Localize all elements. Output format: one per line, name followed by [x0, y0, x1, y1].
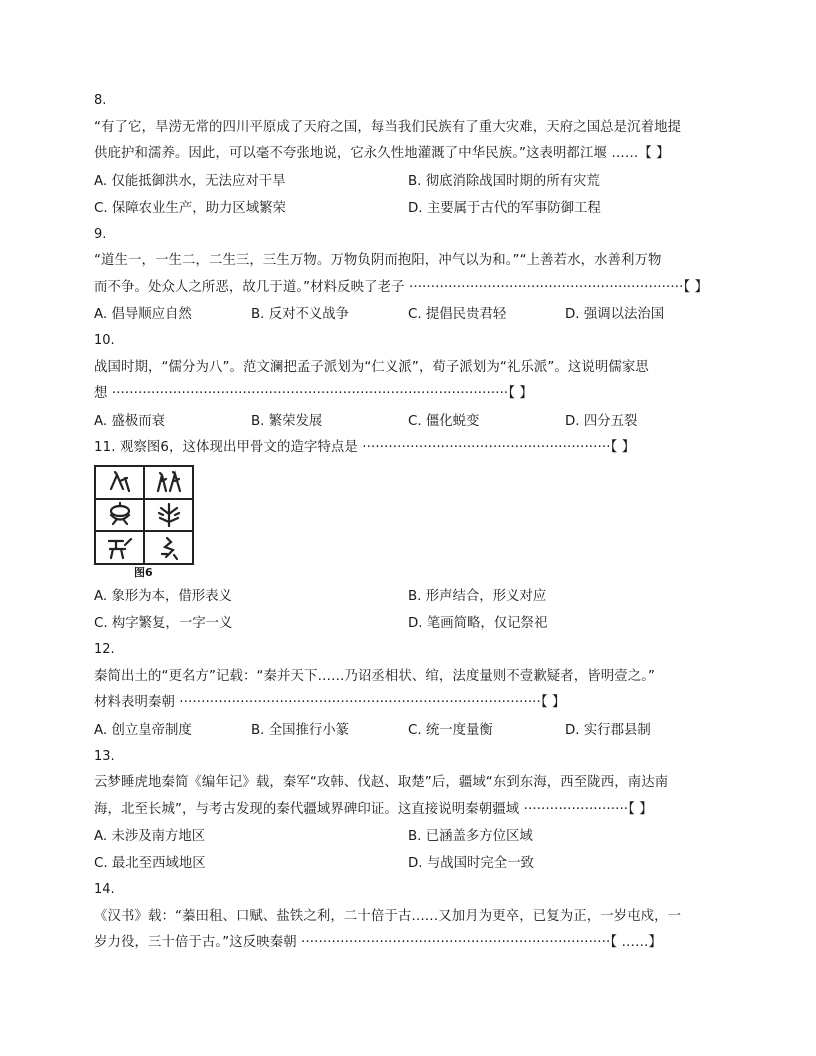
option-d[interactable]: D. 与战国时完全一致 [408, 856, 534, 871]
question-9-options [94, 301, 722, 328]
question-14-stem-line-2: 岁力役，三十倍于古。”这反映秦朝 ·······································································【 ……】 [94, 935, 662, 950]
question-14-stem-line-1: 《汉书》载：“蓁田租、口赋、盐铁之利，二十倍于古……又加月为更卒，已复为正，一岁屯戍，一 [94, 908, 682, 924]
option-b[interactable]: B. 彻底消除战国时期的所有灾荒 [408, 173, 600, 189]
option-a[interactable]: A. 仅能抵御洪水，无法应对干旱 [94, 173, 286, 189]
question-number-14: 14. [94, 882, 115, 897]
option-b[interactable]: B. 全国推行小篆 [251, 722, 350, 738]
question-8-stem-line-2: 供庇护和濡养。因此，可以毫不夸张地说，它永久性地灌溉了中华民族。”这表明都江堰 ……【 】 [94, 146, 670, 161]
option-c[interactable]: C. 构字繁复，一字一义 [94, 616, 233, 631]
question-12-stem-line-2: 材料表明秦朝 ···················································································【 】 [94, 695, 566, 710]
question-number-13: 13. [94, 748, 115, 764]
question-12-options [94, 717, 722, 744]
option-b[interactable]: B. 反对不义战争 [251, 307, 350, 322]
option-a[interactable]: A. 盛极而衰 [94, 413, 165, 429]
question-number-9: 9. [94, 226, 107, 242]
oracle-glyph-two-persons [145, 467, 192, 498]
question-number-8: 8. [94, 93, 107, 108]
option-a[interactable]: A. 未涉及南方地区 [94, 829, 206, 844]
question-8-options-row-2 [94, 195, 722, 222]
question-11-stem: 11. 观察图6，这体现出甲骨文的造字特点是 ·························································【 】 [94, 439, 636, 455]
oracle-glyph-walking-figure [145, 532, 192, 563]
option-d[interactable]: D. 四分五裂 [565, 413, 638, 429]
option-c[interactable]: C. 统一度量衡 [408, 722, 493, 738]
question-13-options-row-1 [94, 823, 722, 850]
option-c[interactable]: C. 最北至西域地区 [94, 856, 206, 871]
question-number-12: 12. [94, 642, 115, 657]
option-b[interactable]: B. 形声结合，形义对应 [408, 589, 547, 604]
option-d[interactable]: D. 笔画简略，仅记祭祀 [408, 616, 548, 631]
question-8-options-row-1 [94, 168, 722, 195]
option-b[interactable]: B. 繁荣发展 [251, 413, 323, 429]
question-11-options-row-2 [94, 610, 722, 637]
figure-caption: 图6 [134, 566, 153, 579]
question-13-stem-line-2: 海，北至长城”，与考古发现的秦代疆域界碑印证。这直接说明秦朝疆域 ························【 】 [94, 801, 653, 817]
option-c[interactable]: C. 保障农业生产，助力区域繁荣 [94, 200, 286, 216]
exam-page [94, 88, 722, 957]
oracle-bone-figure [94, 465, 194, 581]
oracle-bone-glyph-grid [94, 465, 194, 565]
option-d[interactable]: D. 强调以法治国 [565, 307, 665, 322]
question-8-stem-line-1: “有了它，旱涝无常的四川平原成了天府之国，每当我们民族有了重大灾难，天府之国总是沉着地提 [94, 119, 682, 135]
question-number-10: 10. [94, 333, 115, 348]
option-b[interactable]: B. 已涵盖多方位区域 [408, 829, 533, 844]
option-d[interactable]: D. 主要属于古代的军事防御工程 [408, 200, 601, 216]
question-13-stem-line-1: 云梦睡虎地秦简《编年记》载，秦军“攻韩、伐赵、取楚”后，疆域“东到东海，西至陇西，南达南 [94, 775, 669, 790]
question-11-options-row-1 [94, 583, 722, 610]
option-d[interactable]: D. 实行郡县制 [565, 722, 651, 738]
oracle-glyph-person [96, 467, 143, 498]
question-12-stem-line-1: 秦简出土的“更名方”记载：“秦并天下……乃诏丞相状、绾，法度量则不壹歉疑者，皆明壹之。” [94, 668, 656, 684]
question-9-stem-line-1: “道生一，一生二，二生三，三生万物。万物负阴而抱阳，冲气以为和。”“上善若水，水善利万物 [94, 253, 662, 268]
option-c[interactable]: C. 提倡民贵君轻 [408, 307, 507, 322]
option-a[interactable]: A. 象形为本，借形表义 [94, 589, 232, 604]
question-10-stem-line-2: 想 ···························································································【 】 [94, 386, 533, 401]
oracle-glyph-tree [145, 500, 192, 531]
option-a[interactable]: A. 倡导顺应自然 [94, 307, 192, 322]
question-10-stem-line-1: 战国时期，“儒分为八”。范文澜把孟子派划为“仁义派”，荀子派划为“礼乐派”。这说明儒家思 [94, 359, 649, 375]
question-9-stem-line-2: 而不争。处众人之所恶，故几于道。”材料反映了老子 ·······························································【 】 [94, 279, 709, 295]
question-10-options [94, 408, 722, 435]
question-13-options-row-2 [94, 850, 722, 877]
oracle-glyph-animal [96, 532, 143, 563]
option-c[interactable]: C. 僵化蜕变 [408, 413, 480, 429]
option-a[interactable]: A. 创立皇帝制度 [94, 722, 192, 738]
oracle-glyph-vessel [96, 500, 143, 531]
